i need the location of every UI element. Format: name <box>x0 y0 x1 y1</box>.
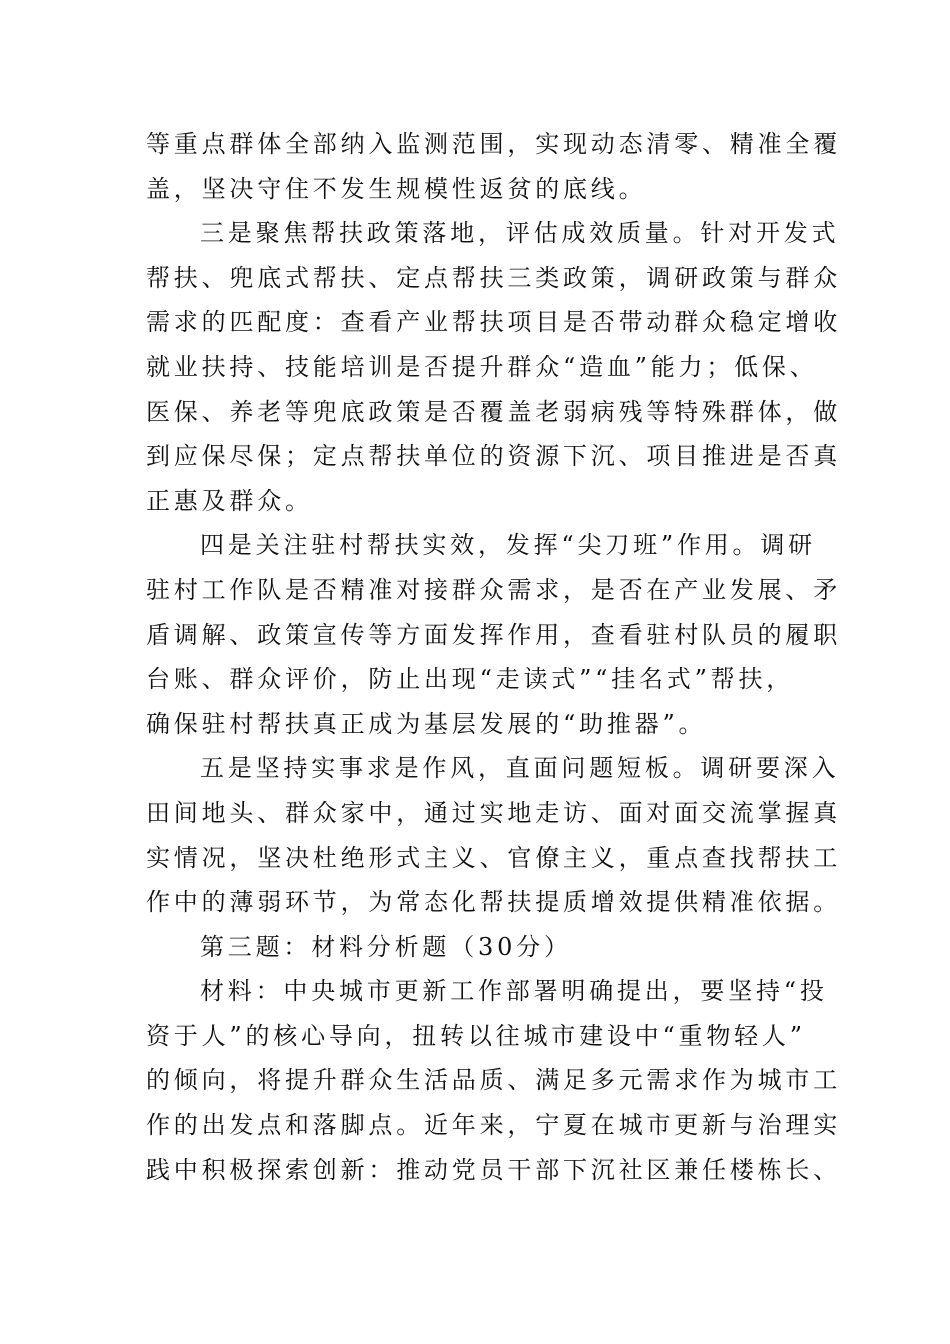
text-line: 资于人”的核心导向，扭转以往城市建设中“重物轻人” <box>146 1021 806 1050</box>
text-line: 台账、群众评价，防止出现“走读式”“挂名式”帮扶， <box>146 665 795 694</box>
text-line: 驻村工作队是否精准对接群众需求，是否在产业发展、矛 <box>146 575 841 604</box>
paragraph-start-line: 四是关注驻村帮扶实效，发挥“尖刀班”作用。调研 <box>200 531 816 560</box>
paragraph-start-line: 五是坚持实事求是作风，直面问题短板。调研要深入 <box>200 754 840 783</box>
text-line: 田间地头、群众家中，通过实地走访、面对面交流掌握真 <box>146 798 841 827</box>
text-line: 践中积极探索创新：推动党员干部下沉社区兼任楼栋长、 <box>146 1155 841 1184</box>
text-line: 医保、养老等兜底政策是否覆盖老弱病残等特殊群体，做 <box>146 397 841 426</box>
text-line: 盾调解、政策宣传等方面发挥作用，查看驻村队员的履职 <box>146 620 841 649</box>
paragraph-start-line: 三是聚焦帮扶政策落地，评估成效质量。针对开发式 <box>200 219 840 248</box>
text-line: 需求的匹配度：查看产业帮扶项目是否带动群众稳定增收 <box>146 308 841 337</box>
text-line: 实情况，坚决杜绝形式主义、官僚主义，重点查找帮扶工 <box>146 843 841 872</box>
text-line: 等重点群体全部纳入监测范围，实现动态清零、精准全覆 <box>146 130 841 158</box>
text-line: 就业扶持、技能培训是否提升群众“造血”能力；低保、 <box>146 352 818 381</box>
text-line: 正惠及群众。 <box>146 486 313 515</box>
text-line: 帮扶、兜底式帮扶、定点帮扶三类政策，调研政策与群众 <box>146 263 841 292</box>
text-line: 作的出发点和落脚点。近年来，宁夏在城市更新与治理实 <box>146 1111 841 1140</box>
text-line: 作中的薄弱环节，为常态化帮扶提质增效提供精准依据。 <box>146 888 841 917</box>
text-line: 到应保尽保；定点帮扶单位的资源下沉、项目推进是否真 <box>146 442 841 471</box>
paragraph-start-line: 材料：中央城市更新工作部署明确提出，要坚持“投 <box>200 977 828 1006</box>
text-line: 的倾向，将提升群众生活品质、满足多元需求作为城市工 <box>146 1066 841 1095</box>
text-line: 确保驻村帮扶真正成为基层发展的“助推器”。 <box>146 709 707 738</box>
text-line: 盖，坚决守住不发生规模性返贫的底线。 <box>146 174 647 203</box>
section-heading: 第三题：材料分析题（30分） <box>200 932 572 961</box>
document-body <box>146 122 841 1192</box>
